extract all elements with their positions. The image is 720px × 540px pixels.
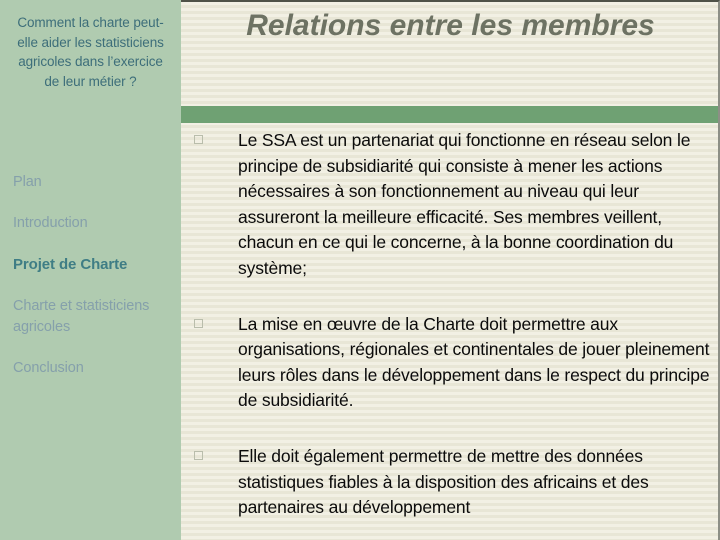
sidebar-item-conclusion[interactable]: Conclusion [13, 360, 84, 376]
hollow-square-bullet-icon [194, 451, 203, 460]
bullet-text: La mise en œuvre de la Charte doit permettre aux organisations, régionales et continentales de jouer pleinement leurs rôles dans le développement dans le respect du principe de subsidiarité. [238, 313, 710, 411]
bullet-text: Le SSA est un partenariat qui fonctionne en réseau selon le principe de subsidiarité qui consiste à mener les actions nécessaires à son fonctionnement au niveau qui leur assureront la meilleure efficacité. Ses membres veillent, chacun en ce qui le concerne, à la bonne coordination du système; [238, 130, 691, 278]
sidebar-outline-nav [9, 173, 172, 378]
bullet-item [194, 444, 714, 521]
bullet-item [194, 312, 714, 414]
hollow-square-bullet-icon [194, 319, 203, 328]
slide-content-pane [181, 0, 720, 540]
sidebar-question-heading: Comment la charte peut-elle aider les statisticiens agricoles dans l’exercice de leur métier ? [17, 15, 164, 89]
sidebar-item-projet-de-charte[interactable]: Projet de Charte [13, 256, 128, 273]
bullet-list [181, 128, 720, 540]
sidebar-item-introduction[interactable]: Introduction [13, 215, 88, 231]
sidebar-item-plan[interactable]: Plan [13, 174, 42, 190]
title-divider-bar [181, 106, 720, 123]
bullet-text: Elle doit également permettre de mettre des données statistiques fiables à la disposition des africains et des partenaires au développement [238, 445, 649, 518]
sidebar [0, 0, 181, 540]
sidebar-item-charte-et-statisticiens-agricoles[interactable]: Charte et statisticiens agricoles [13, 298, 150, 335]
hollow-square-bullet-icon [194, 135, 203, 144]
slide-title: Relations entre les membres [246, 9, 655, 42]
bullet-item [194, 128, 714, 282]
